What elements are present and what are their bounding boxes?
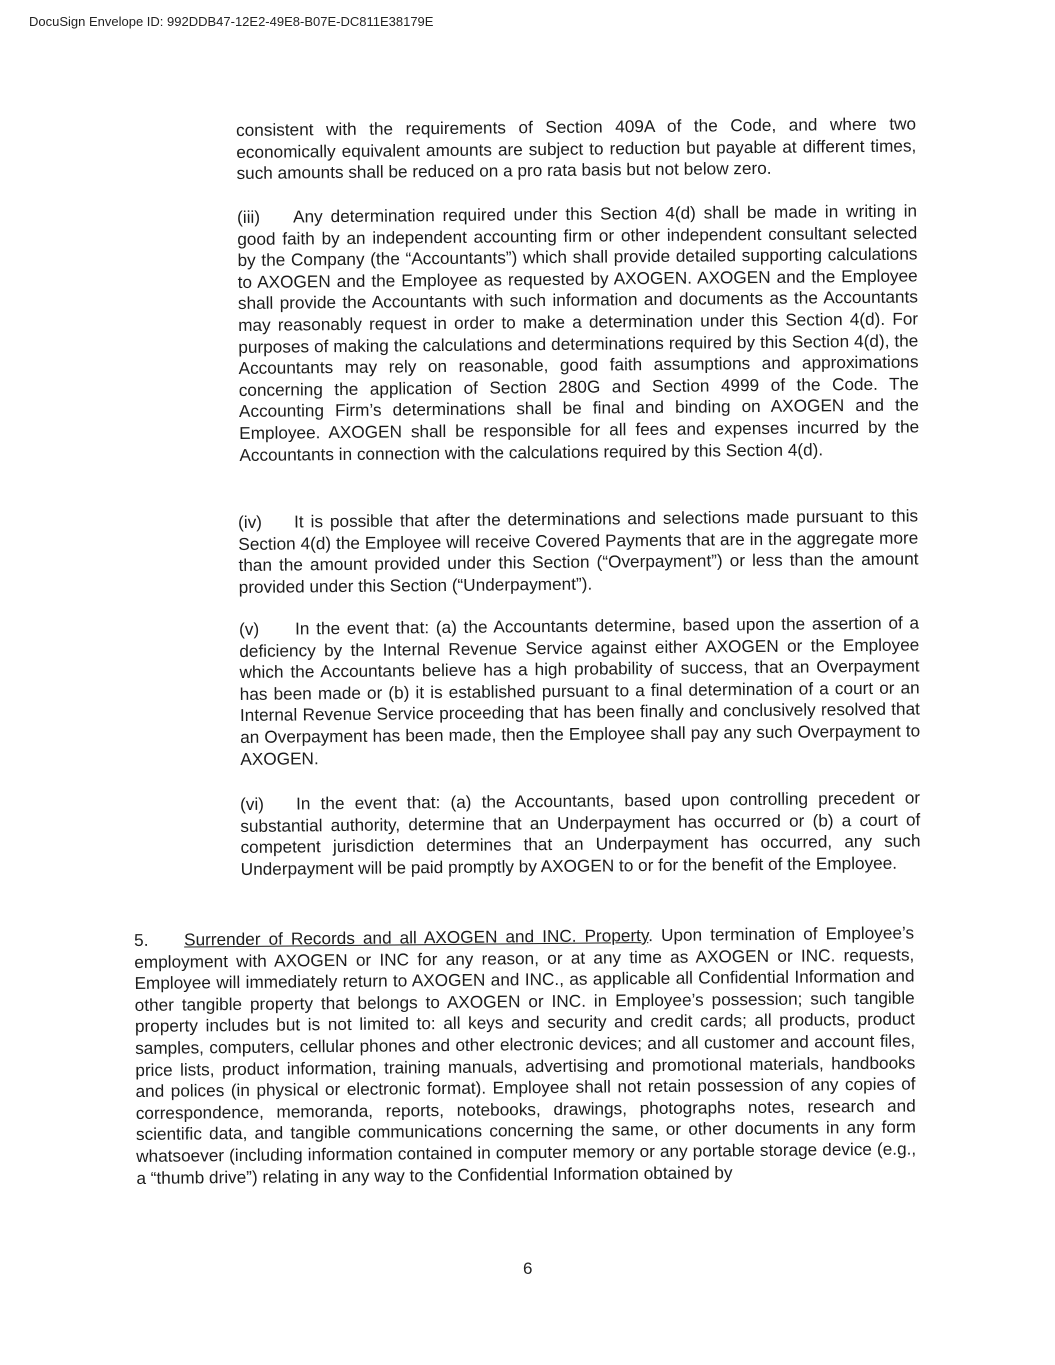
subsection-vi [240,787,921,880]
subsection-label: (iii) [237,206,261,227]
docusign-envelope-id: DocuSign Envelope ID: 992DDB47-12E2-49E8-B07E-DC811E38179E [29,14,434,29]
section-5 [134,923,916,1190]
paragraph-text: consistent with the requirements of Section 409A of the Code, and where two economically equivalent amounts are subject to reduction but payable at different times, such amounts shall be reduced on a pro rata basis but not below zero. [236,113,917,184]
subsection-v [239,612,920,770]
subsection-text: In the event that: (a) the Accountants determine, based upon the assertion of a deficiency by the Internal Revenue Service against either AXOGEN or the Employee which the Accountants believe has a high probability of success, that an Overpayment has been made or (b) it is established pursuant to a final determination of a court or an Internal Revenue Service proceeding that has been finally and conclusively resolved that an Overpayment has been made, then the Employee shall pay any such Overpayment to AXOGEN. [239,612,921,769]
section-heading: Surrender of Records and all AXOGEN and INC. Property [183,925,649,950]
subsection-text: It is possible that after the determinations and selections made pursuant to this Section 4(d) the Employee will receive Covered Payments that are in the aggregate more than the amount provided under this Section (“Overpayment”) or less than the amount provided under this Section (“Underpayment”). [238,505,919,597]
paragraph-continuation [236,113,917,184]
section-text: . Upon termination of Employee’s employment with AXOGEN or INC for any reason, or at any time as AXOGEN or INC. requests, Employee will immediately return to AXOGEN and INC., as applicable all Confidential Information and other tangible property that belongs to AXOGEN or INC. in Employee’s possession; such tangible property includes but is not limited to: all keys and security and credit cards; all products, product samples, computers, cellular phones and other electronic devices; and all customer and account files, price lists, product information, training manuals, advertising and promotional materials, handbooks and polices (in physical or electronic format). Employee shall not retain possession of any copies of correspondence, memoranda, reports, notebooks, drawings, photographs notes, research and scientific data, and tangible communications concerning the same, or other documents in any form whatsoever (including information contained in computer memory or any portable storage device (e.g., a “thumb drive”) relating in any way to the Confidential Information obtained by [134,922,917,1188]
subsection-iv [238,505,919,598]
subsection-label: (vi) [240,793,265,814]
subsection-label: (v) [239,618,260,639]
subsection-label: (iv) [238,511,263,532]
page-number: 6 [523,1259,533,1278]
section-number: 5. [134,929,149,950]
subsection-iii [237,200,919,466]
subsection-text: Any determination required under this Section 4(d) shall be made in writing in good faith by an independent accounting firm or other independent consultant selected by the Company (the “Accountants”) which shall provide detailed supporting calculations to AXOGEN and the Employee as requested by AXOGEN. AXOGEN and the Employee shall provide the Accountants with such information and documents as the Accountants may reasonably request in order to make a determination under this Section 4(d). For purposes of making the calculations and determinations required by this Section 4(d), the Accountants may rely on reasonable, good faith assumptions and approximations concerning the application of Section 280G and Section 4999 of the Code. The Accounting Firm’s determinations shall be final and binding on AXOGEN and the Employee. AXOGEN shall be responsible for all fees and expenses incurred by the Accountants in connection with the calculations required by this Section 4(d). [237,200,920,465]
subsection-text: In the event that: (a) the Accountants, based upon controlling precedent or substantial authority, determine that an Underpayment has occurred or (b) a court of competent jurisdiction determines that an Underpayment has occurred, any such Underpayment will be paid promptly by AXOGEN to or for the benefit of the Employee. [240,787,921,879]
